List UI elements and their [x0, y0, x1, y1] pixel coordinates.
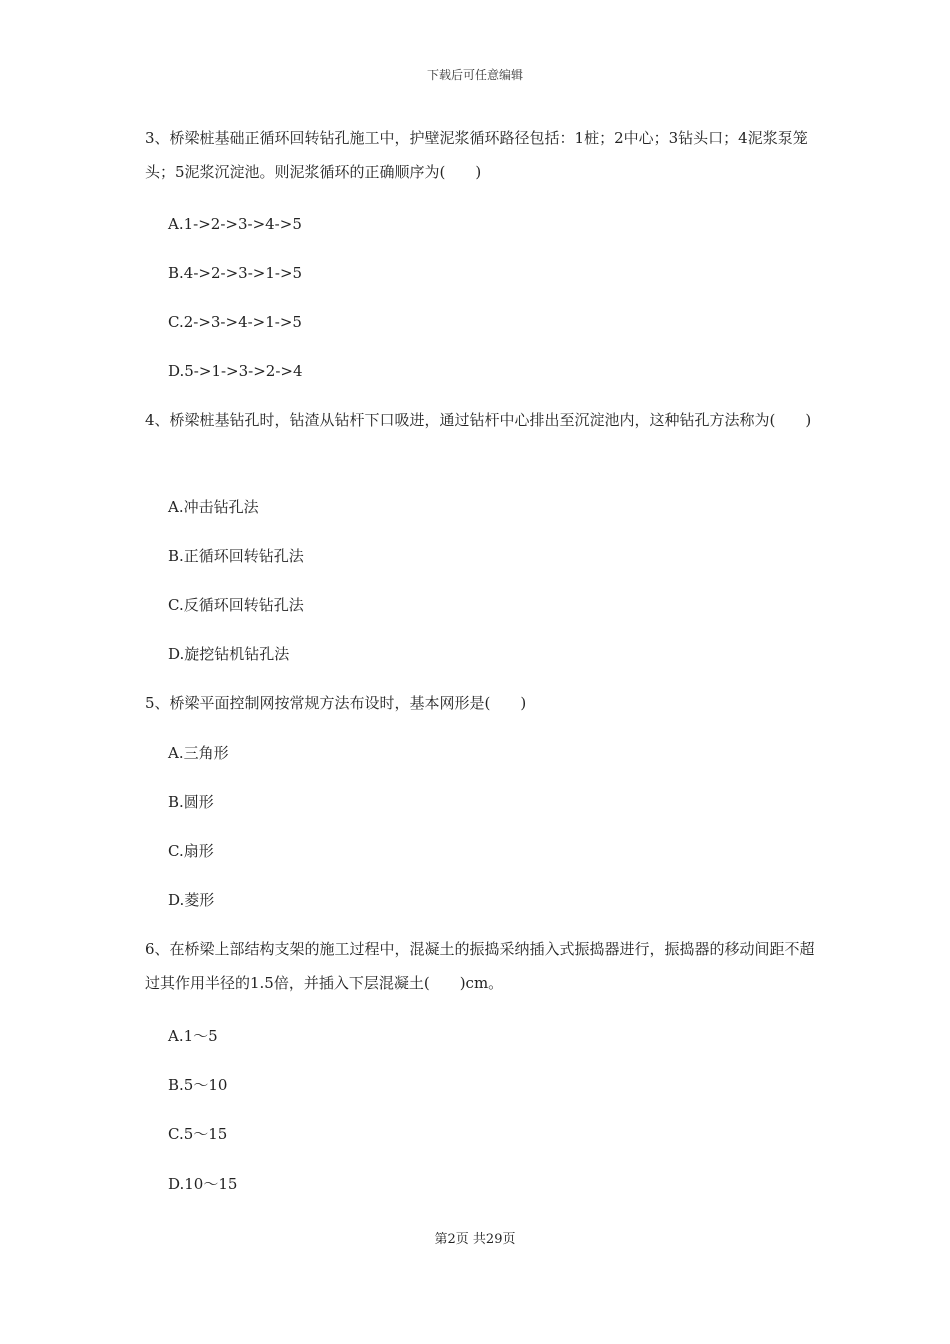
question-4-text: 4、桥梁桩基钻孔时，钻渣从钻杆下口吸进，通过钻杆中心排出至沉淀池内，这种钻孔方法称为( )	[145, 411, 812, 429]
question-5-option-b: B.圆形	[168, 793, 214, 811]
question-4-option-b: B.正循环回转钻孔法	[168, 547, 304, 565]
question-3-option-d: D.5->1->3->2->4	[168, 362, 303, 380]
question-6-option-c: C.5～15	[168, 1125, 228, 1143]
question-3-option-c: C.2->3->4->1->5	[168, 313, 302, 331]
question-4-option-c: C.反循环回转钻孔法	[168, 596, 304, 614]
question-4-option-d: D.旋挖钻机钻孔法	[168, 645, 290, 663]
question-3-option-a: A.1->2->3->4->5	[168, 215, 302, 233]
question-3-option-b: B.4->2->3->1->5	[168, 264, 303, 282]
header-note: 下载后可任意编辑	[426, 68, 523, 82]
question-3-text: 3、桥梁桩基础正循环回转钻孔施工中，护壁泥浆循环路径包括：1桩；2中心；3钻头口；4泥浆泵笼头；5泥浆沉淀池。则泥浆循环的正确顺序为( )	[145, 129, 808, 181]
question-6-text: 6、在桥梁上部结构支架的施工过程中，混凝土的振捣采纳插入式振捣器进行，振捣器的移动间距不超过其作用半径的1.5倍，并插入下层混凝土( )cm。	[145, 940, 815, 992]
question-4-option-a: A.冲击钻孔法	[168, 498, 259, 516]
question-5-option-d: D.菱形	[168, 891, 215, 909]
question-6-option-d: D.10～15	[168, 1175, 238, 1193]
question-5-option-a: A.三角形	[168, 744, 229, 762]
question-5-option-c: C.扇形	[168, 842, 214, 860]
question-5-text: 5、桥梁平面控制网按常规方法布设时，基本网形是( )	[145, 694, 527, 712]
question-6-option-a: A.1～5	[168, 1027, 218, 1045]
page-number-footer: 第2页 共29页	[434, 1232, 516, 1247]
question-6-option-b: B.5～10	[168, 1076, 228, 1094]
